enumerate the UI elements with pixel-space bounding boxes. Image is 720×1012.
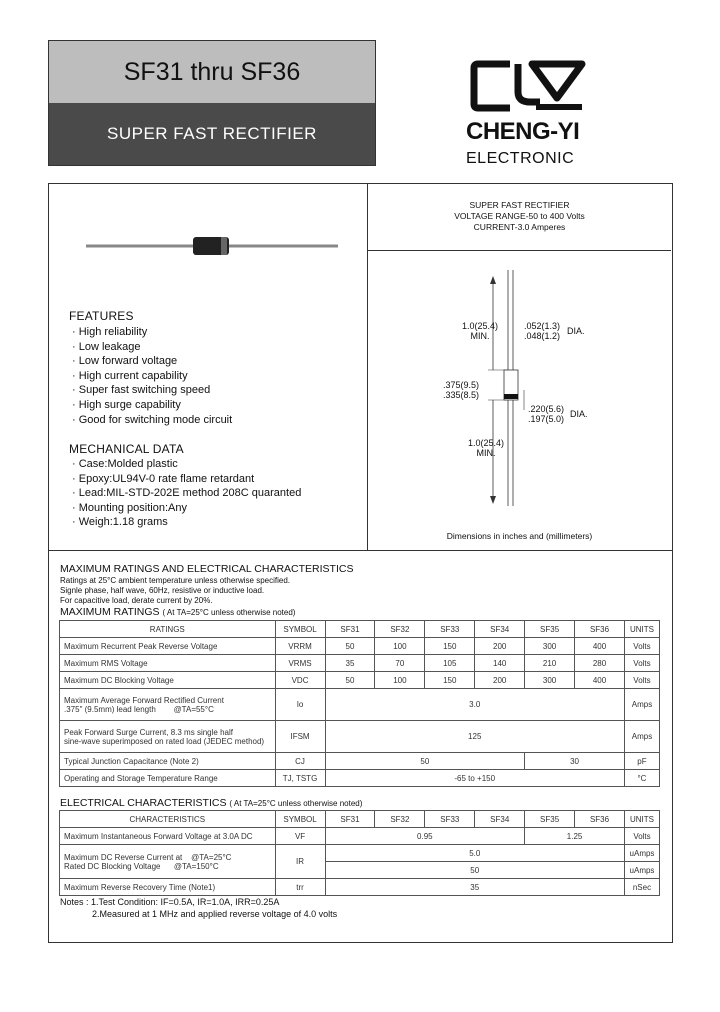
dim-lead-length: 1.0(25.4) MIN. [462, 321, 499, 341]
feature-item: · High current capability [72, 369, 188, 382]
summary-line: CURRENT-3.0 Amperes [473, 222, 566, 232]
mechanical-item: · Weigh:1.18 grams [72, 516, 168, 529]
table-row: Operating and Storage Temperature Range TJ, TSTG -65 to +150 °C [60, 770, 660, 787]
table-row: Maximum Instantaneous Forward Voltage at 3.0A DC VF 0.95 1.25 Volts [60, 828, 660, 845]
summary-line: VOLTAGE RANGE-50 to 400 Volts [454, 211, 585, 221]
part-title: SF31 thru SF36 [49, 41, 375, 103]
dimension-drawing [480, 270, 540, 510]
dim-dia-label: DIA. [567, 326, 585, 336]
features-title: FEATURES [69, 309, 134, 323]
feature-item: · Super fast switching speed [72, 384, 211, 397]
feature-item: · High reliability [72, 326, 148, 338]
table-header-row: RATINGS SYMBOL SF31 SF32 SF33 SF34 SF35 SF36 UNITS [60, 621, 660, 638]
table-row: Peak Forward Surge Current, 8.3 ms single half sine-wave superimposed on rated load (JEDEC method) IFSM 125 Amps [60, 721, 660, 753]
table-row: Typical Junction Capacitance (Note 2) CJ 50 30 pF [60, 753, 660, 770]
table-row: 50 uAmps [60, 862, 660, 879]
features-list [72, 325, 232, 427]
feature-item: · High surge capability [72, 398, 181, 411]
footnote: 2.Measured at 1 MHz and applied reverse voltage of 4.0 volts [92, 909, 338, 919]
dim-body-length: .375(9.5) .335(8.5) [443, 380, 480, 400]
table-row: Maximum Reverse Recovery Time (Note1) trr 35 nSec [60, 879, 660, 896]
ratings-table [59, 620, 660, 787]
company-logo [470, 58, 590, 114]
dim-lead-dia: .052(1.3) .048(1.2) [524, 321, 561, 341]
part-subtitle: SUPER FAST RECTIFIER [49, 103, 375, 165]
max-ratings-title: MAXIMUM RATINGS ( At TA=25°C unless otherwise noted) [60, 606, 296, 618]
feature-item: · Low forward voltage [72, 355, 178, 368]
table-header-row: CHARACTERISTICS SYMBOL SF31 SF32 SF33 SF34 SF35 SF36 UNITS [60, 811, 660, 828]
divider [367, 250, 671, 251]
ratings-title: MAXIMUM RATINGS AND ELECTRICAL CHARACTERISTICS [60, 563, 354, 575]
electrical-title: ELECTRICAL CHARACTERISTICS ( At TA=25°C unless otherwise noted) [60, 797, 363, 809]
mechanical-item: · Epoxy:UL94V-0 rate flame retardant [72, 472, 255, 485]
electrical-table [59, 810, 660, 896]
ratings-notes: Ratings at 25°C ambient temperature unless otherwise specified. Signle phase, half wave, 60Hz, resistive or inductive load. For capacitive load, derate current by 20%. [60, 576, 290, 605]
feature-item: · Low leakage [72, 340, 141, 353]
mechanical-item: · Lead:MIL-STD-202E method 208C quaranted [72, 487, 302, 500]
table-row: Maximum DC Reverse Current at @TA=25°C Rated DC Blocking Voltage @TA=150°C IR 5.0 uAmps [60, 845, 660, 862]
dim-dia-label: DIA. [570, 409, 588, 419]
footnote: Notes : 1.Test Condition: IF=0.5A, IR=1.0A, IRR=0.25A [60, 897, 280, 907]
table-row: Maximum Average Forward Rectified Current .375" (9.5mm) lead length @TA=55°C Io 3.0 Amps [60, 689, 660, 721]
mechanical-item: · Mounting position:Any [72, 501, 187, 514]
feature-item: · Good for switching mode circuit [72, 413, 233, 426]
dim-note: Dimensions in inches and (millimeters) [446, 531, 593, 541]
diode-image [86, 236, 338, 256]
title-block [48, 40, 376, 166]
summary-line: SUPER FAST RECTIFIER [469, 200, 570, 210]
table-row: Maximum Recurrent Peak Reverse Voltage VRRM 50 100 150 200 300 400 Volts [60, 638, 660, 655]
brand-subtitle: ELECTRONIC [466, 150, 575, 167]
divider [48, 550, 672, 551]
dim-body-dia: .220(5.6) .197(5.0) [528, 404, 565, 424]
mechanical-item: · Case:Molded plastic [72, 458, 178, 470]
table-row: Maximum RMS Voltage VRMS 35 70 105 140 210 280 Volts [60, 655, 660, 672]
table-row: Maximum DC Blocking Voltage VDC 50 100 150 200 300 400 Volts [60, 672, 660, 689]
brand-name: CHENG-YI [466, 118, 580, 145]
dim-lead-length: 1.0(25.4) MIN. [468, 438, 505, 458]
mechanical-list [72, 457, 301, 530]
divider [367, 183, 368, 550]
mechanical-title: MECHANICAL DATA [69, 442, 184, 456]
